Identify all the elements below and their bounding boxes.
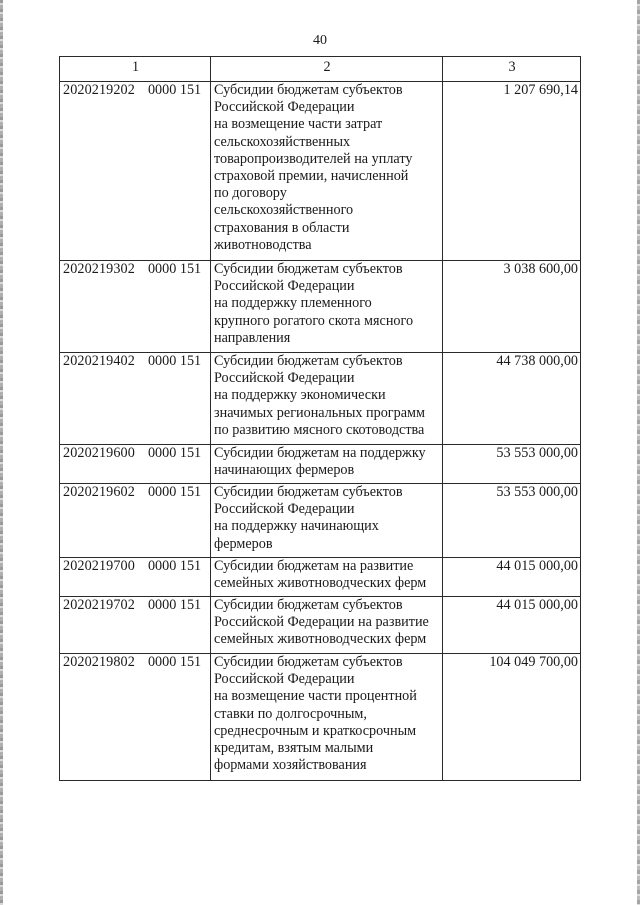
subsidy-amount: 53 553 000,00 [443,484,581,558]
budget-subcode: 0000 151 [147,261,202,277]
subsidy-amount: 44 015 000,00 [443,558,581,597]
budget-subcode: 0000 151 [147,484,202,500]
budget-table [59,56,581,781]
subsidy-name: Субсидии бюджетам субъектов Российской Федерации на поддержку начинающих фермеров [211,484,443,558]
subsidy-amount: 44 015 000,00 [443,597,581,654]
budget-code-cell [60,654,211,781]
column-header-1: 1 [60,57,211,82]
budget-subcode: 0000 151 [147,654,202,670]
budget-code-cell [60,82,211,261]
budget-code-cell [60,597,211,654]
budget-code: 2020219802 [63,654,135,670]
budget-code-cell [60,484,211,558]
subsidy-amount: 104 049 700,00 [443,654,581,781]
budget-code: 2020219700 [63,558,135,574]
subsidy-amount: 3 038 600,00 [443,261,581,353]
scan-edge-left [0,0,3,905]
budget-subcode: 0000 151 [147,597,202,613]
budget-code-cell [60,261,211,353]
subsidy-name: Субсидии бюджетам субъектов Российской Федерации на развитие семейных животноводческих ферм [211,597,443,654]
budget-subcode: 0000 151 [147,353,202,369]
table-row [60,445,581,484]
budget-code: 2020219402 [63,353,135,369]
budget-code: 2020219202 [63,82,135,98]
budget-subcode: 0000 151 [147,82,202,98]
table-row [60,558,581,597]
budget-code: 2020219702 [63,597,135,613]
budget-code-cell [60,353,211,445]
column-header-3: 3 [443,57,581,82]
column-header-2: 2 [211,57,443,82]
budget-subcode: 0000 151 [147,445,202,461]
budget-code: 2020219602 [63,484,135,500]
budget-code: 2020219302 [63,261,135,277]
table-row [60,654,581,781]
subsidy-name: Субсидии бюджетам субъектов Российской Федерации на возмещение части затрат сельскохозяйственных товаропроизводителей на уплату страховой премии, начисленной по договору сельскохозяйственного страхования в области животноводства [211,82,443,261]
table-row [60,261,581,353]
budget-subcode: 0000 151 [147,558,202,574]
budget-code-cell [60,445,211,484]
subsidy-amount: 53 553 000,00 [443,445,581,484]
table-row [60,597,581,654]
subsidy-name: Субсидии бюджетам на развитие семейных животноводческих ферм [211,558,443,597]
subsidy-name: Субсидии бюджетам субъектов Российской Федерации на поддержку племенного крупного рогатого скота мясного направления [211,261,443,353]
subsidy-name: Субсидии бюджетам субъектов Российской Федерации на возмещение части процентной ставки по долгосрочным, среднесрочным и краткосрочным кредитам, взятым малыми формами хозяйствования [211,654,443,781]
subsidy-name: Субсидии бюджетам субъектов Российской Федерации на поддержку экономически значимых региональных программ по развитию мясного скотоводства [211,353,443,445]
subsidy-name: Субсидии бюджетам на поддержку начинающих фермеров [211,445,443,484]
budget-code-cell [60,558,211,597]
table-row [60,82,581,261]
table-row [60,484,581,558]
table-row [60,353,581,445]
subsidy-amount: 44 738 000,00 [443,353,581,445]
page-number: 40 [313,33,327,48]
subsidy-amount: 1 207 690,14 [443,82,581,261]
table-header-row [60,57,581,82]
budget-code: 2020219600 [63,445,135,461]
